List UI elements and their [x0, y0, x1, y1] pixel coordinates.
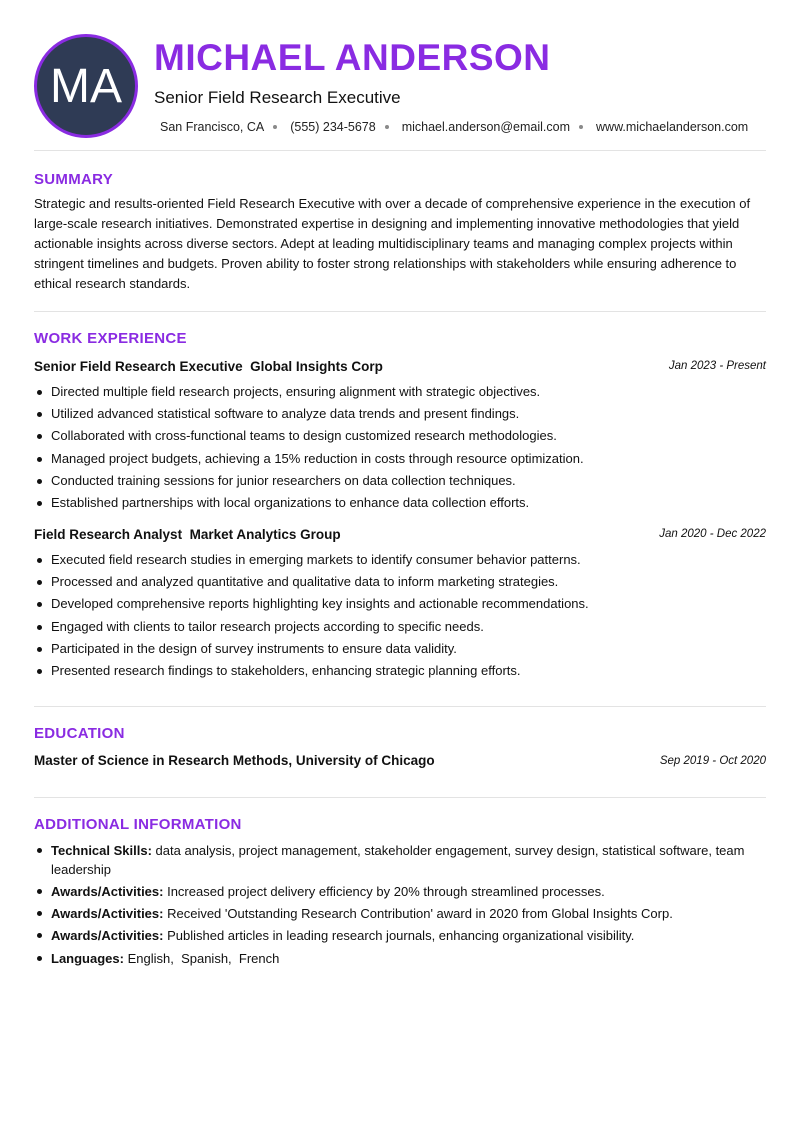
resume-header: [34, 34, 766, 138]
phone-text: (555) 234-5678: [290, 120, 376, 134]
list-item: Processed and analyzed quantitative and qualitative data to inform marketing strategies.: [34, 571, 764, 593]
item-text: Increased project delivery efficiency by 20% through streamlined processes.: [167, 884, 605, 899]
list-item: [34, 949, 766, 968]
item-text: data analysis, project management, stakeholder engagement, survey design, statistical software, team leadership: [51, 843, 745, 877]
separator-dot: [579, 125, 583, 129]
education-heading: EDUCATION: [34, 725, 125, 742]
education-dates: Sep 2019 - Oct 2020: [659, 755, 766, 767]
summary-text: Strategic and results-oriented Field Research Executive with over a decade of comprehensive experience in the execution of large-scale research initiatives. Demonstrated expertise in designing and implementing innovative methodologies that yield actionable insights across diverse sectors. Adept at leading multidisciplinary teams and managing complex projects within stringent timelines and budgets. Proven ability to foster strong relationships with stakeholders while ensuring adherence to ethical research standards.: [34, 196, 751, 291]
item-label: Awards/Activities:: [51, 884, 164, 899]
job-position-line: [34, 527, 341, 542]
list-item: Conducted training sessions for junior researchers on data collection techniques.: [34, 470, 764, 492]
item-label: Awards/Activities:: [51, 928, 164, 943]
additional-info-heading: ADDITIONAL INFORMATION: [34, 816, 242, 833]
list-item: Presented research findings to stakeholders, enhancing strategic planning efforts.: [34, 660, 764, 682]
email-link[interactable]: michael.anderson@email.com: [401, 120, 571, 134]
list-item: Engaged with clients to tailor research projects according to specific needs.: [34, 616, 764, 638]
job-bullets: [34, 549, 764, 682]
job-dates: Jan 2020 - Dec 2022: [659, 528, 766, 540]
job-title-headline: Senior Field Research Executive: [154, 88, 401, 107]
list-item: Executed field research studies in emerging markets to identify consumer behavior patterns.: [34, 549, 764, 571]
item-text: English, Spanish, French: [127, 951, 280, 966]
avatar: [34, 34, 138, 138]
list-item: [34, 882, 766, 901]
job-company: Market Analytics Group: [189, 527, 341, 542]
list-item: Established partnerships with local organizations to enhance data collection efforts.: [34, 492, 764, 514]
location-text: San Francisco, CA: [160, 120, 265, 134]
avatar-initials: MA: [50, 59, 122, 113]
candidate-name: MICHAEL ANDERSON: [154, 37, 551, 78]
divider: [34, 706, 766, 707]
item-label: Technical Skills:: [51, 843, 152, 858]
separator-dot: [385, 125, 389, 129]
list-item: Developed comprehensive reports highlighting key insights and actionable recommendations.: [34, 593, 764, 615]
list-item: Directed multiple field research projects, ensuring alignment with strategic objectives.: [34, 381, 764, 403]
job-position: Senior Field Research Executive: [34, 359, 243, 374]
divider: [34, 311, 766, 312]
list-item: Participated in the design of survey instruments to ensure data validity.: [34, 638, 764, 660]
list-item: Utilized advanced statistical software to analyze data trends and present findings.: [34, 403, 764, 425]
divider: [34, 150, 766, 151]
contact-info: [160, 120, 748, 134]
education-degree: Master of Science in Research Methods, University of Chicago: [34, 753, 435, 768]
item-label: Languages:: [51, 951, 124, 966]
list-item: [34, 904, 766, 923]
item-text: Received 'Outstanding Research Contribution' award in 2020 from Global Insights Corp.: [167, 906, 673, 921]
list-item: [34, 841, 766, 879]
additional-info-list: [34, 841, 766, 971]
separator-dot: [273, 125, 277, 129]
job-bullets: [34, 381, 764, 514]
job-position-line: [34, 359, 383, 374]
list-item: [34, 926, 766, 945]
item-label: Awards/Activities:: [51, 906, 164, 921]
website-link[interactable]: www.michaelanderson.com: [596, 120, 749, 134]
list-item: Collaborated with cross-functional teams to design customized research methodologies.: [34, 425, 764, 447]
job-company: Global Insights Corp: [250, 359, 383, 374]
job-position: Field Research Analyst: [34, 527, 183, 542]
job-header: [34, 527, 766, 545]
job-dates: Jan 2023 - Present: [668, 360, 766, 372]
job-header: [34, 359, 766, 377]
list-item: Managed project budgets, achieving a 15% reduction in costs through resource optimization.: [34, 448, 764, 470]
work-experience-heading: WORK EXPERIENCE: [34, 330, 187, 347]
summary-heading: SUMMARY: [34, 171, 114, 188]
divider: [34, 797, 766, 798]
item-text: Published articles in leading research journals, enhancing organizational visibility.: [167, 928, 635, 943]
